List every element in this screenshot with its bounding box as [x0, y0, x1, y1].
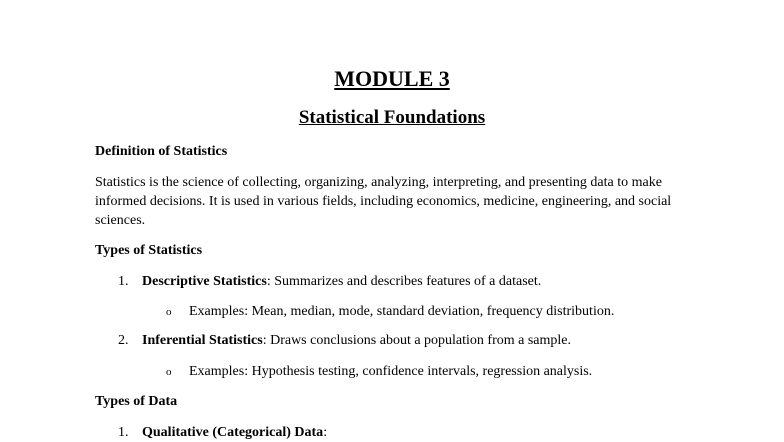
list-item-qualitative-data	[118, 424, 327, 442]
circle-bullet-icon: o	[166, 306, 172, 318]
list-term: Qualitative (Categorical) Data	[142, 425, 324, 440]
types-of-statistics-heading: Types of Statistics	[95, 243, 203, 258]
sub-list-item-descriptive-examples	[166, 303, 614, 321]
module-title: MODULE 3	[334, 66, 450, 91]
types-of-data-heading: Types of Data	[95, 394, 178, 409]
sub-list-item-inferential-examples	[166, 363, 592, 381]
sub-list-text: Examples: Hypothesis testing, confidence intervals, regression analysis.	[189, 364, 593, 379]
sub-list-text: Examples: Mean, median, mode, standard deviation, frequency distribution.	[189, 304, 615, 319]
list-item-inferential-statistics	[118, 332, 571, 350]
list-text: : Summarizes and describes features of a dataset.	[266, 274, 542, 289]
list-item-descriptive-statistics	[118, 273, 541, 291]
definition-heading: Definition of Statistics	[95, 144, 228, 159]
list-number: 1.	[118, 425, 129, 440]
list-term: Descriptive Statistics	[142, 274, 267, 289]
definition-paragraph: Statistics is the science of collecting, organizing, analyzing, interpreting, and presenting data to make informed decisions. It is used in various fields, including economics, medicine, engineering, and social sciences.	[95, 175, 672, 228]
circle-bullet-icon: o	[166, 366, 172, 378]
list-term: Inferential Statistics	[142, 333, 263, 348]
list-number: 2.	[118, 333, 129, 348]
list-text: : Draws conclusions about a population from a sample.	[262, 333, 572, 348]
list-number: 1.	[118, 274, 129, 289]
module-subtitle: Statistical Foundations	[298, 107, 486, 128]
list-text: :	[323, 425, 328, 440]
